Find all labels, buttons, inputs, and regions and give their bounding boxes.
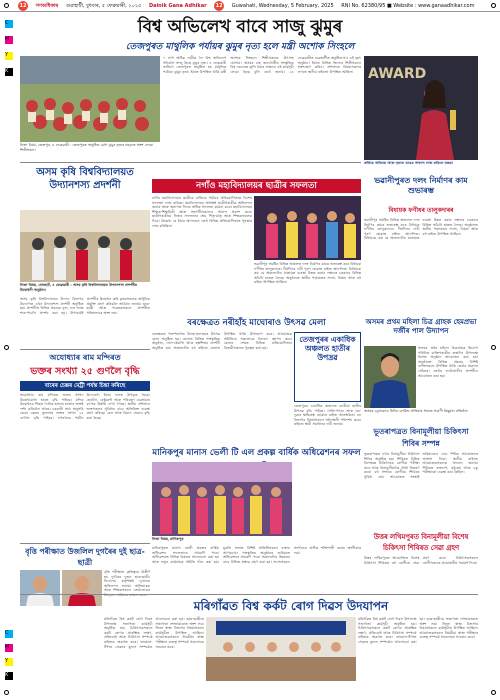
- divider: [20, 594, 478, 595]
- black-swatch: K: [5, 672, 13, 680]
- black-swatch: K: [5, 68, 13, 76]
- registration-mark: [4, 345, 9, 350]
- edition-line: Guwahati, Wednesday, 5 February, 2025: [231, 3, 334, 9]
- masthead-strip: [0, 0, 500, 12]
- cancer-photo: [206, 617, 356, 681]
- cmyk-bar-top: [5, 20, 13, 76]
- agri-headline: অসম কৃষি বিশ্ববিদ্যালয়ত উদ্যানশস্য প্ৰদৰ্শনী: [36, 167, 134, 191]
- award-photo: [364, 56, 478, 160]
- lead-photo-caption: নিজা বিষয়, তেজপুৰ, ৪ ফেব্ৰুৱাৰী : তেজপুৰত অনুষ্ঠিত মেগা ঝুমুৰ নৃত্যৰ মহড়াত অংশ লোৱা শিল্পীসকল।: [20, 143, 153, 152]
- registration-mark: [491, 3, 496, 8]
- students-headline: বৃত্তি পৰীক্ষাত উজলিল দুগৰৈৰ দুই ছাত্ৰ-ছাত্ৰী: [25, 547, 145, 567]
- vote-headline: উত্তৰ লখিমপুৰত বিনামূলীয়া বিশেষ চিকিৎসা শিবিৰত সেৱা গ্ৰহণ: [373, 533, 469, 552]
- manas-body: মানিকপুৰত মানাস ভেলী প্ৰকল্পৰ বাৰ্ষিক অধিৱেশন সফলতাৰে সামৰণি পৰে। অধিৱেশনত বিভিন্ন বিষয়ত আলোচনা কৰা হয় আৰু নতুন কাৰ্যবাহক সমিতি গঠন কৰা হয়। মুকলি সভাত বিশিষ্ট অতিথিসকলে বক্তব্য আগবঢ়ায়। সাংস্কৃতিক অনুষ্ঠানৰ জৰিয়তে অধিৱেশনৰ সামৰণি পৰে। অঞ্চলটোৰ উন্নয়নৰ বাবে বিভিন্ন প্ৰস্তাৱ গ্ৰহণ কৰা হয়। সদস্যসকলে সংগঠনক অধিক শক্তিশালী কৰাৰ অংগীকাৰ লয়।: [152, 546, 361, 564]
- fair-body: বৰক্ষেত্ৰত পৰম্পৰাগত উলহ-মালহেৰে উৎসৱ মেলা অনুষ্ঠিত হয়। মেলাত বিভিন্ন সাংস্কৃতিক অনুষ্ঠান, খেল-ধেমালি আৰু হস্তশিল্পৰ প্ৰদৰ্শনী অনুষ্ঠিত হয়। অঞ্চলটোৰ বহু ৰাইজে মেলাত উপস্থিত থাকি উপভোগ কৰে। আয়োজক সমিতিয়ে সকলোকে ধন্যবাদ জ্ঞাপন কৰে। মেলাৰ শেষত বিভিন্ন প্ৰতিযোগিতাৰ বিজয়ীসকলক পুৰস্কৃত কৰা হয়।: [152, 332, 292, 350]
- cancer-body-cont: মৰিগাঁৱত বিশ্ব কৰ্কট ৰোগ দিৱস উপলক্ষে সজাগতা কাৰ্যসূচী অনুষ্ঠিত হয়। চিকিৎসকসকলে কৰ্কট ৰোগৰ প্ৰাৰম্ভিক লক্ষণ, প্ৰতিৰোধ আৰু চিকিৎসা সম্পৰ্কে ৰাইজক অৱগত কৰে। তামোল-ধঁপাত সেৱনৰ কুফল সম্পৰ্কেও আলোচনা কৰা হয়। ছাত্ৰ-ছাত্ৰীয়ে সজাগতা শোভাযাত্ৰাত অংশ লয়। জিলা স্বাস্থ্য বিভাগৰ বিষয়াসকলে কাৰ্যসূচীত উপস্থিত আছিল। আয়োজকসকলে নিয়মীয়া স্বাস্থ্য পৰীক্ষাৰ গুৰুত্ব সম্পৰ্কে সকলোকে সচেতন কৰে।: [358, 617, 478, 644]
- ayodhya-body: অযোধ্যাৰ ৰাম মন্দিৰত ভক্তৰ সংখ্যা উল্লেখযোগ্য হাৰত বৃদ্ধি পাইছে। মন্দিৰ উদ্বোধনৰ পিছত দৈনিক হাজাৰ হাজাৰ ভক্তই দৰ্শন কৰিবলৈ আহে। চৰকাৰী তথ্য অনুসৰি যোৱা বছৰৰ তুলনাত ভক্তৰ সংখ্যা ২৫ গুণলৈ বৃদ্ধি পাইছে। নগৰখনৰ পৰ্যটন উদ্যোগো ইয়াৰ ফলত উপকৃত হৈছে। হোটেল, ৰেষ্টুৰেণ্ট আৰু পৰিবহণ ব্যৱসায়ত ব্যাপক উন্নতি দেখা গৈছে। স্থানীয় প্ৰশাসনে ভক্তসকলৰ সুবিধাৰ বাবে অতিৰিক্ত ব্যৱস্থা গ্ৰহণ কৰিছে। ৰেল আৰু বিমান সেৱাও বৃদ্ধি কৰা হৈছে।: [20, 393, 150, 420]
- mobile-body: অসমৰ প্ৰথম মহিলা চিত্ৰগ্ৰাহক হিচাপে পৰিচিত ব্যক্তিগৰাকীৰ জন্মদিন উপলক্ষে বিশেষ অনুষ্ঠান আয়োজন কৰা হয়। অনুষ্ঠানত বিভিন্ন ক্ষেত্ৰৰ বিশিষ্ট ব্যক্তিসকলে উপস্থিত থাকি তেওঁৰ অৱদান সোঁৱৰে। তেওঁৰ ফটোগ্ৰাফীৰ প্ৰদৰ্শনীও আয়োজন কৰা হয়।: [418, 346, 478, 378]
- mobile-headline: অসমৰ প্ৰথম মহিলা চিত্ৰ গ্ৰাহক হেমপ্ৰভা দৰ্জীৰ পাল উদ্যাপন: [365, 318, 477, 335]
- page-number-badge: 12: [19, 3, 27, 9]
- vote-body: উত্তৰ লখিমপুৰত আয়োজিত বিশেষ চিকিৎসা শিবিৰত বহু ৰোগীয়ে সেৱা গ্ৰহণ কৰে। চিকিৎসকসকলে ৰোগীসকলক প্ৰয়োজনীয় পৰামৰ্শ দিয়ে।: [364, 556, 478, 565]
- manas-photo: [152, 462, 292, 536]
- award-caption: কৰ্তিয়ে অভিনয় আৰু নৃত্যত ডাঙৰ সাফল্য লাভ কৰিলে ঘৰুৱা: [364, 161, 453, 165]
- registration-mark: [491, 690, 496, 695]
- local-logo: গণঅধিকাৰ: [35, 3, 59, 9]
- student-photo-1: [20, 570, 60, 606]
- ad-person-caption: অসমৰ ড্ৰেসকোড মিটাৰ ৰোমিন্ড প্ৰক্ৰিয়াৰ ধাৰাত অগ্ৰণী কিছুমান প্ৰতিষ্ঠান: [364, 409, 468, 413]
- registration-mark: [4, 3, 9, 8]
- college-body-cont: ভৱানীপুৰ সমষ্টিৰ বিভিন্ন অঞ্চলত দলং নিৰ্মাণৰ কামৰ শুভাৰম্ভ কৰে বিধায়ক ফণীধৰ তালুকদাৰে। দীৰ্ঘদিনৰ দাবী পূৰণ হোৱাত ৰাইজ আনন্দিত। বিধায়কে কয় যে অঞ্চলটোৰ যাতায়ত ব্যৱস্থা উন্নত কৰাৰ লক্ষ্যৰে চৰকাৰে বিভিন্ন আঁচনি হাতত লৈছে। অনুষ্ঠানত স্থানীয় পঞ্চায়তৰ সদস্য, বিষয়া আৰু বহু ৰাইজ উপস্থিত আছিল।: [254, 262, 361, 285]
- ayodhya-headline: অযোধ্যাৰ ৰাম মন্দিৰত: [49, 353, 121, 362]
- fair-headline: বৰক্ষেত্ৰত নৰীহাঁহ মাঘোৰাও উৎসৱ মেলা: [187, 318, 326, 328]
- elephant-box: [294, 332, 361, 402]
- elephant-box-title: তেজপুৰৰ একাধিক অঞ্চলত হাতীৰ উপদ্ৰৱ: [299, 335, 356, 362]
- lead-body: ৭ লাখ অধিক নাৰীক লৈ বিশ্ব অভিলেখ গঢ়িবলৈ সাজু হৈছে ঝুমুৰ নৃত্য। ৪ ফেব্ৰুৱাৰী তাৰিখে তেজপুৰত অনুষ্ঠিত হয় মাথুলিক পৰ্যায়ৰ ঝুমুৰ নৃত্য। ইয়াত উপস্থিত থাকি মন্ত্ৰী অশোক সিংহলে শিল্পীসকলক উৎসাহ যোগায়। অসমৰ চাহ জনগোষ্ঠীৰ সংস্কৃতিক বিশ্ব দৰবাৰত তুলি ধৰাৰ লক্ষ্যৰে এই কাৰ্যসূচী লোৱা হৈছে বুলি তেওঁ জনায়। ২৪ ফেব্ৰুৱাৰীত গুৱাহাটীত অনুষ্ঠিত হ'ব এই বৃহৎ অনুষ্ঠান। ইয়াত বিভিন্ন জিলাৰ শিল্পীসকলে অংশগ্ৰহণ কৰিব। প্ৰশাসনৰ বিষয়াসকলৰ লগতে স্থানীয় ৰাইজো উপস্থিত আছিল।: [163, 56, 361, 74]
- manas-caption: নিজা বিষয়, মানিকপুৰ: [152, 537, 184, 541]
- svg-text:AWARD: AWARD: [368, 66, 427, 82]
- lead-headline: বিশ্ব অভিলেখ বাবে সাজু ঝুমুৰ: [137, 17, 343, 37]
- divider: [20, 349, 150, 350]
- students-body: বৃত্তি পৰীক্ষাত কৃতিত্বৰে উত্তীৰ্ণ হয় দুগৰৈৰ দুজন ছাত্ৰ-ছাত্ৰী। বিদ্যালয় কৰ্তৃপক্ষই দুয়োকে অভিনন্দন জনায়। অভিভাৱক আৰু শিক্ষকসকলে তেওঁলোকৰ: [104, 570, 150, 593]
- yellow-swatch: Y: [5, 658, 13, 666]
- local-date: গুৱাহাটী, বুধবাৰ, ৫ ফেব্ৰুৱাৰী, ২০২৫: [65, 3, 142, 9]
- agri-body: অসম কৃষি বিশ্ববিদ্যালয়ৰ উদ্যান বিভাগৰ উদ্যোগত এখন উদ্যানশস্য প্ৰদৰ্শনী অনুষ্ঠিত হয়। প্ৰদৰ্শনীত বিভিন্ন প্ৰকাৰৰ ফুল, ফল আৰু শাক-পাচলি প্ৰদৰ্শন কৰা হয়। উপাচাৰ্যই প্ৰদৰ্শনীৰ উদ্বোধন কৰি কৃষকসকলক আধুনিক প্ৰযুক্তি গ্ৰহণ কৰিবলৈ আহ্বান জনায়। ছাত্ৰ-ছাত্ৰী আৰু গৱেষকসকলে প্ৰদৰ্শনীত সক্ৰিয়ভাৱে অংশ লয়।: [20, 297, 150, 315]
- divider: [20, 162, 361, 163]
- bridge-headline: ভৱানীপুৰত দলং নিৰ্মাণৰ কাম শুভাৰম্ভ: [374, 176, 468, 195]
- magenta-swatch: M: [5, 644, 13, 652]
- registration-mark: [491, 345, 496, 350]
- yellow-swatch: Y: [5, 52, 13, 60]
- magenta-swatch: M: [5, 36, 13, 44]
- health-headline: ভূতৰাপত্ৰত বিনামূলীয়া চিকিৎসা শিবিৰ সম্পন্ন: [373, 427, 469, 448]
- cyan-swatch: C: [5, 20, 13, 28]
- contact-line: RNI No. 62380/95 ■ Website : www.ganaadhikar.com: [341, 3, 475, 9]
- college-body: নগাঁও মহাবিদ্যালয়ৰ ছাত্ৰীয়ে ৰাজ্যিক পৰ্যায়ৰ প্ৰতিযোগিতাত বিশেষ সফলতা লাভ কৰিছে। মহাবিদ্যালয়ৰ অধ্যক্ষই ছাত্ৰীগৰাকীক অভিনন্দন জনায় আৰু অনাগত দিনত অধিক সফলতা কামনা কৰে। মহাবিদ্যালয়ৰ শিক্ষক-শিক্ষয়িত্ৰী আৰু সহপাঠীসকলেও আনন্দ প্ৰকাশ কৰে। ছাত্ৰীগৰাকীয়ে নিজৰ সফলতাৰ শ্ৰেয় পিতৃ-মাতৃ আৰু শিক্ষকসকলক দিয়ে। উল্লেখ্য যে ইয়াৰ আগতেও তেওঁ বিভিন্ন প্ৰতিযোগিতাত পুৰস্কাৰ লাভ কৰিছিল।: [152, 196, 252, 228]
- agri-photo: [20, 210, 150, 282]
- bridge-body: ভৱানীপুৰ সমষ্টিৰ বিভিন্ন অঞ্চলত দলং নিৰ্মাণৰ কামৰ শুভাৰম্ভ কৰে বিধায়ক ফণীধৰ তালুকদাৰে। দীৰ্ঘদিনৰ দাবী পূৰণ হোৱাত ৰাইজ আনন্দিত। বিধায়কে কয় যে অঞ্চলটোৰ যাতায়ত ব্যৱস্থা উন্নত কৰাৰ লক্ষ্যৰে চৰকাৰে বিভিন্ন আঁচনি হাতত লৈছে। অনুষ্ঠানত স্থানীয় পঞ্চায়তৰ সদস্য, বিষয়া আৰু বহু ৰাইজ উপস্থিত আছিল।: [364, 218, 478, 241]
- college-banner: নগাঁও মহাবিদ্যালয়ৰ ছাত্ৰীৰ সফলতা: [152, 179, 361, 193]
- cmyk-bar-bottom: [5, 630, 13, 680]
- ad-person-photo: [364, 346, 416, 408]
- cancer-body: মৰিগাঁৱত বিশ্ব কৰ্কট ৰোগ দিৱস উপলক্ষে সজাগতা কাৰ্যসূচী অনুষ্ঠিত হয়। চিকিৎসকসকলে কৰ্কট ৰোগৰ প্ৰাৰম্ভিক লক্ষণ, প্ৰতিৰোধ আৰু চিকিৎসা সম্পৰ্কে ৰাইজক অৱগত কৰে। তামোল-ধঁপাত সেৱনৰ কুফল সম্পৰ্কেও আলোচনা কৰা হয়। ছাত্ৰ-ছাত্ৰীয়ে সজাগতা শোভাযাত্ৰাত অংশ লয়। জিলা স্বাস্থ্য বিভাগৰ বিষয়াসকলে কাৰ্যসূচীত উপস্থিত আছিল। আয়োজকসকলে নিয়মীয়া স্বাস্থ্য পৰীক্ষাৰ গুৰুত্ব সম্পৰ্কে সকলোকে সচেতন কৰে।: [104, 617, 204, 649]
- ayodhya-banner: বাৰেৰ চেক্সৰ মেট্ৰী পৰ্যন্ত চিন্তা কৰিছে: [20, 381, 150, 391]
- elephant-box-body: তেজপুৰৰ একাধিক অঞ্চলত বনৰীয়া হাতীৰ উপদ্ৰৱ বৃদ্ধি পাইছে। খেতি-পথাৰ আৰু ঘৰ-দুৱাৰ ক্ষতিগ্ৰস্ত হোৱাত ৰাইজ আতংকিত। বন বিভাগৰ বিষয়াসকলে ঘটনাস্থলী পৰিদৰ্শন কৰে। ৰাইজে স্থায়ী সমাধানৰ দাবী জনায়।: [294, 404, 361, 427]
- registration-mark: [4, 690, 9, 695]
- student-photo-2: [62, 570, 102, 606]
- divider: [20, 543, 150, 544]
- college-photo: [254, 196, 361, 260]
- cyan-swatch: C: [5, 630, 13, 638]
- lead-photo: [20, 56, 160, 142]
- cancer-headline: মৰিগাঁৱত বিশ্ব কৰ্কট ৰোগ দিৱস উদযাপন: [193, 599, 389, 613]
- lead-subhead: তেজপুৰত মাথুলিক পৰ্যায়ৰ ঝুমুৰ নৃত্য হলে মন্ত্ৰী অশোক সিংহলে: [125, 42, 355, 52]
- paper-name: Dainik Gana Adhikar: [148, 3, 207, 9]
- agri-caption: নিজা বিষয়, যোৰহাট, ৪ ফেব্ৰুৱাৰী : অসম কৃষি বিশ্ববিদ্যালয়ত উদ্যানশস্য প্ৰদৰ্শনীৰ উদ্বোধনী অনুষ্ঠান।: [20, 283, 137, 292]
- ayodhya-subhead: ভক্তৰ সংখ্যা ২৫ গুণলৈ বৃদ্ধি: [30, 366, 140, 377]
- page-number-badge-2: 12: [215, 3, 223, 9]
- health-body: ভূতৰাপত্ৰত এখন বিনামূলীয়া চিকিৎসা শিবিৰ অনুষ্ঠিত হয়। শিবিৰত বিভিন্ন বিশেষজ্ঞ চিকিৎসকে ৰোগীক পৰীক্ষা কৰে আৰু বিনামূলীয়াকৈ ঔষধ বিতৰণ কৰে। বহু সংখ্যক ৰোগীয়ে শিবিৰৰ সুবিধা লয়। আয়োজক সংস্থাই ভৱিষ্যতেও এনে শিবিৰ আয়োজনৰ আশ্বাস দিয়ে। স্থানীয় ৰাইজে আয়োজকসকলক ধন্যবাদ জনায়। শিবিৰত ৰক্তচাপ, মধুমেহ আৰু চকু পৰীক্ষাৰো ব্যৱস্থা কৰা হৈছিল।: [364, 452, 478, 479]
- bridge-subhead: বিধায়ক ফণীধৰ তালুকদাৰৰ: [388, 207, 454, 214]
- manas-headline: মানিকপুৰ মানাস ভেলী টি এল প্ৰকল্প বাৰ্ষিক অধিৱেশনৰ সফল: [152, 448, 361, 458]
